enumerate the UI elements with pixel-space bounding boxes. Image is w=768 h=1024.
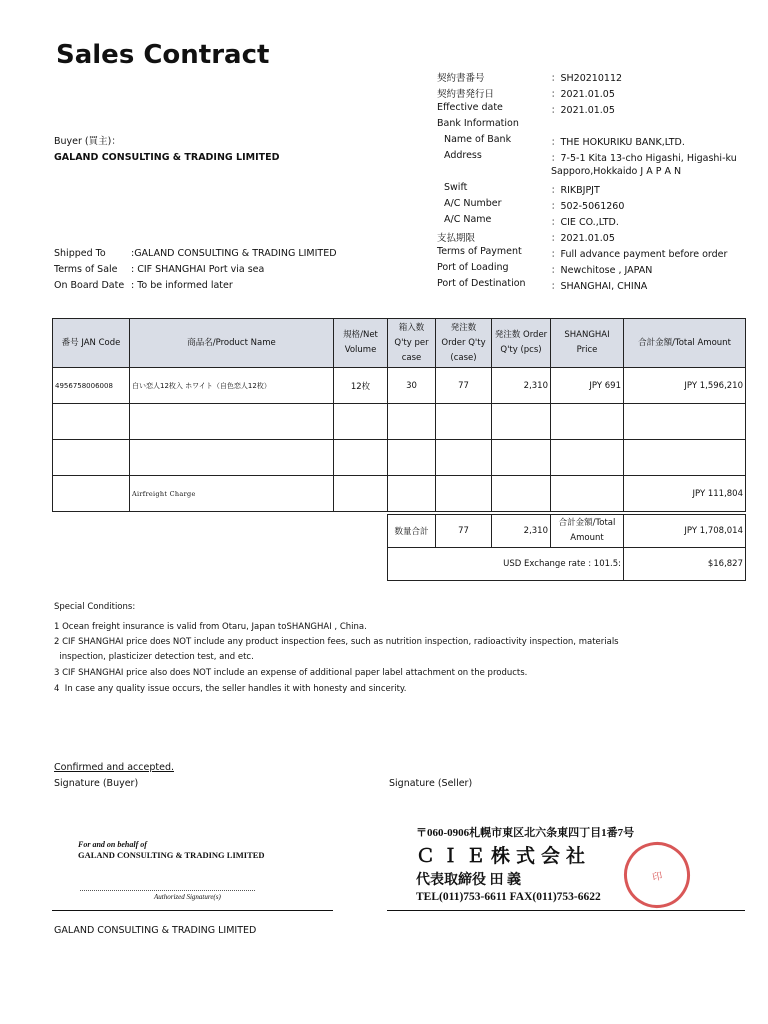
line-total xyxy=(624,440,746,476)
contract-info-value: ：SH20210112 xyxy=(551,73,623,84)
exchange-rate-label: USD Exchange rate : 101.5: xyxy=(388,548,624,581)
contract-info-value: ：2021.01.05 xyxy=(551,105,615,116)
seller-address: 〒060-0906札幌市東区北六条東四丁目1番7号 xyxy=(416,827,635,839)
product-name xyxy=(130,440,334,476)
buyer-signature-line xyxy=(52,910,333,911)
net-volume xyxy=(334,476,388,512)
condition-line: 4 In case any quality issue occurs, the seller handles it with honesty and sincerity. xyxy=(54,684,407,694)
contract-info-value: Sapporo,Hokkaido J A P A N xyxy=(551,166,682,177)
contract-info-label: Port of Loading xyxy=(437,262,509,273)
order-qty-pcs xyxy=(492,440,551,476)
order-qty-case xyxy=(436,404,492,440)
onboard-date-label: On Board Date xyxy=(54,280,125,291)
exchange-row xyxy=(388,548,746,581)
col-order-qty-pcs: 発注数 Order Q'ty (pcs) xyxy=(492,319,551,368)
condition-line: inspection, plasticizer detection test, and etc. xyxy=(54,652,254,662)
line-total xyxy=(624,404,746,440)
buyer-label: Buyer (買主)： xyxy=(54,136,121,147)
seller-signature-line xyxy=(387,910,745,911)
product-name: 白い恋人12枚入 ホワイト（自色恋人12枚） xyxy=(130,368,334,404)
contract-info-label: Bank Information xyxy=(437,118,519,129)
terms-of-sale-value: : CIF SHANGHAI Port via sea xyxy=(131,264,265,275)
table-row xyxy=(53,440,746,476)
order-qty-pcs: 2,310 xyxy=(492,368,551,404)
net-volume: 12枚 xyxy=(334,368,388,404)
shipped-to-label: Shipped To xyxy=(54,248,106,259)
seal-text: 印 xyxy=(651,870,664,884)
unit-price xyxy=(551,404,624,440)
qty-per-case xyxy=(388,404,436,440)
contract-info-value: ：RIKBJPJT xyxy=(551,185,600,196)
seller-signature-label: Signature (Seller) xyxy=(389,778,473,789)
table-row xyxy=(53,404,746,440)
contract-info-label: Address xyxy=(444,150,482,161)
jan-code xyxy=(53,476,130,512)
jan-code xyxy=(53,440,130,476)
condition-line: 2 CIF SHANGHAI price does NOT include any product inspection fees, such as nutrition inspection, radioactivity inspection, materials xyxy=(54,637,619,647)
col-total-amount: 合計金額/Total Amount xyxy=(624,319,746,368)
contract-info-label: Name of Bank xyxy=(444,134,512,145)
table-row xyxy=(53,368,746,404)
contract-info-label: Swift xyxy=(444,182,468,193)
jan-code: 4956758006008 xyxy=(53,368,130,404)
terms-of-sale-label: Terms of Sale xyxy=(54,264,118,275)
unit-price xyxy=(551,440,624,476)
order-qty-pcs xyxy=(492,404,551,440)
total-pcs: 2,310 xyxy=(492,515,551,548)
contract-info-label: A/C Name xyxy=(444,214,492,225)
product-name: Airfreight Charge xyxy=(130,476,334,512)
contract-info-label: 契約書番号 xyxy=(437,73,485,84)
contract-info-label: Port of Destination xyxy=(437,278,526,289)
buyer-stamp xyxy=(78,840,268,910)
confirmed-accepted: Confirmed and accepted. xyxy=(54,762,174,773)
product-name xyxy=(130,404,334,440)
order-qty-case xyxy=(436,440,492,476)
contract-info-value: ：CIE CO.,LTD. xyxy=(551,217,619,228)
buyer-stamp-dotted-line xyxy=(80,890,255,891)
totals-row xyxy=(388,515,746,548)
document-title: Sales Contract xyxy=(56,40,270,70)
order-qty-case xyxy=(436,476,492,512)
contract-info-value: ：7-5-1 Kita 13-cho Higashi, Higashi-ku xyxy=(551,153,737,164)
col-price: SHANGHAI Price xyxy=(551,319,624,368)
shipped-to-value: :GALAND CONSULTING & TRADING LIMITED xyxy=(131,248,337,259)
total-amount: JPY 1,708,014 xyxy=(624,515,746,548)
total-cases: 77 xyxy=(436,515,492,548)
order-qty-pcs xyxy=(492,476,551,512)
jan-code xyxy=(53,404,130,440)
col-net-volume: 規格/Net Volume xyxy=(334,319,388,368)
onboard-date-value: : To be informed later xyxy=(131,280,233,291)
unit-price xyxy=(551,476,624,512)
contract-info-value: ：2021.01.05 xyxy=(551,233,615,244)
line-total: JPY 111,804 xyxy=(624,476,746,512)
contract-info-label: 契約書発行日 xyxy=(437,89,495,100)
totals-table xyxy=(387,514,746,581)
contract-info-label: A/C Number xyxy=(444,198,502,209)
line-total: JPY 1,596,210 xyxy=(624,368,746,404)
contract-info-label: Terms of Payment xyxy=(437,246,522,257)
col-jan-code: 番号 JAN Code xyxy=(53,319,130,368)
condition-line: 3 CIF SHANGHAI price also does NOT include an expense of additional paper label attachment on the products. xyxy=(54,668,528,678)
total-amount-label: 合計金額/Total Amount xyxy=(551,515,624,548)
net-volume xyxy=(334,404,388,440)
contract-info-value: ：502-5061260 xyxy=(551,201,625,212)
buyer-stamp-line1: For and on behalf of xyxy=(78,840,147,849)
contract-info-value: ：Newchitose , JAPAN xyxy=(551,265,653,276)
seller-company: ＣＩＥ株式会社 xyxy=(416,846,592,867)
buyer-stamp-authorized: Authorized Signature(s) xyxy=(154,893,221,901)
contract-info-value: ：SHANGHAI, CHINA xyxy=(551,281,648,292)
total-qty-label: 数量合計 xyxy=(388,515,436,548)
table-header-row xyxy=(53,319,746,368)
usd-total: $16,827 xyxy=(624,548,746,581)
qty-per-case xyxy=(388,476,436,512)
col-product-name: 商品名/Product Name xyxy=(130,319,334,368)
net-volume xyxy=(334,440,388,476)
col-order-qty-case: 発注数 Order Q'ty (case) xyxy=(436,319,492,368)
order-qty-case: 77 xyxy=(436,368,492,404)
contract-info-value: ：2021.01.05 xyxy=(551,89,615,100)
table-row xyxy=(53,476,746,512)
seller-representative: 代表取締役 田 義 xyxy=(416,873,521,888)
buyer-stamp-line2: GALAND CONSULTING & TRADING LIMITED xyxy=(78,850,265,860)
buyer-name: GALAND CONSULTING & TRADING LIMITED xyxy=(54,152,280,163)
contract-info-value: ：THE HOKURIKU BANK,LTD. xyxy=(551,137,685,148)
col-qty-per-case: 箱入数 Q'ty per case xyxy=(388,319,436,368)
contract-info-label: Effective date xyxy=(437,102,503,113)
condition-line: 1 Ocean freight insurance is valid from Otaru, Japan toSHANGHAI , China. xyxy=(54,622,367,632)
seller-tel-fax: TEL(011)753-6611 FAX(011)753-6622 xyxy=(416,891,601,903)
items-table xyxy=(52,318,746,512)
contract-info-label: 支払期限 xyxy=(437,233,476,244)
unit-price: JPY 691 xyxy=(551,368,624,404)
qty-per-case xyxy=(388,440,436,476)
buyer-signature-label: Signature (Buyer) xyxy=(54,778,139,789)
footer-company: GALAND CONSULTING & TRADING LIMITED xyxy=(54,925,257,936)
special-conditions-heading: Special Conditions: xyxy=(54,602,136,612)
qty-per-case: 30 xyxy=(388,368,436,404)
contract-info-value: ：Full advance payment before order xyxy=(551,249,728,260)
